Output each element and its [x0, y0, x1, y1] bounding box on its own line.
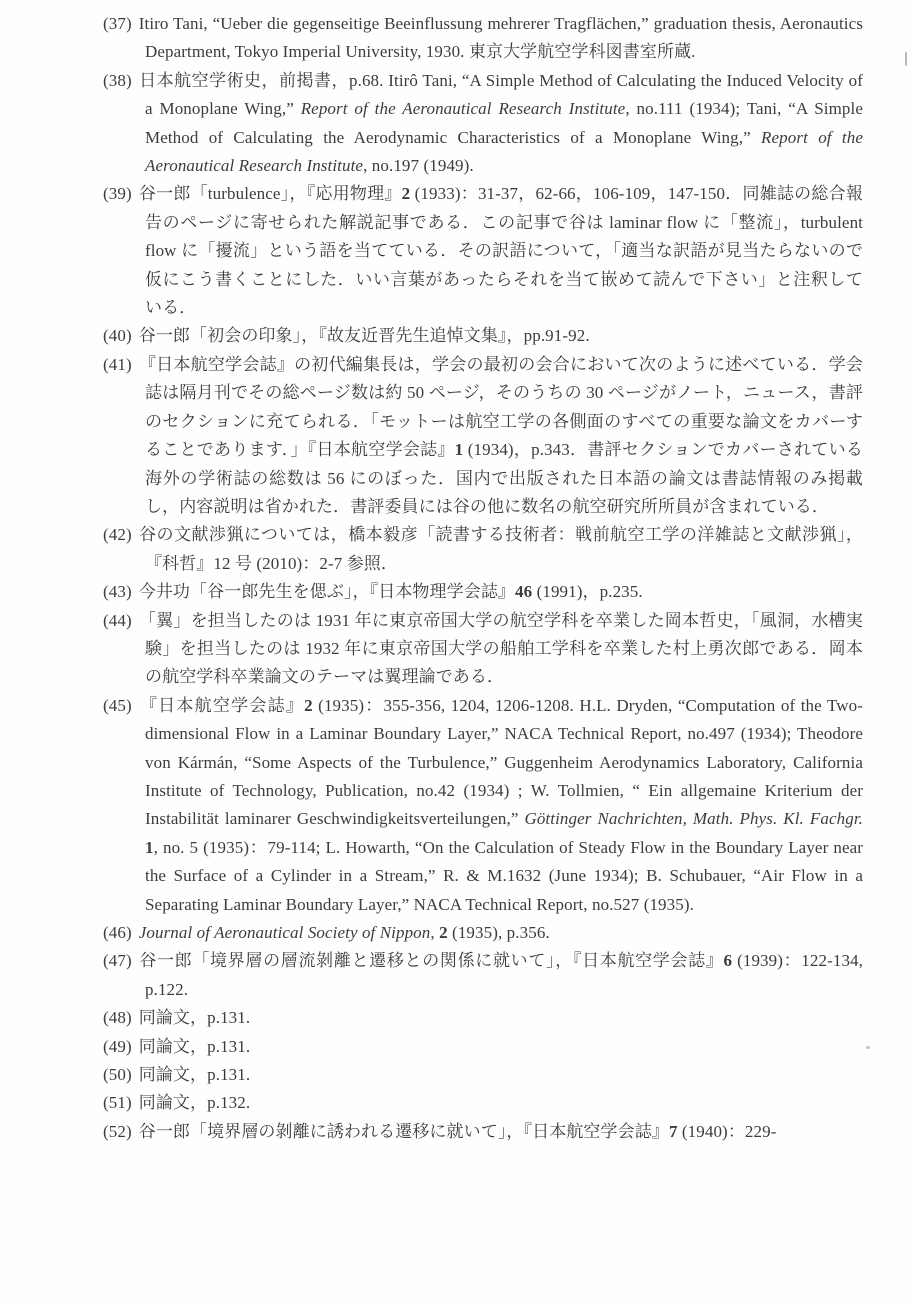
endnote-item: [103, 10, 863, 67]
scan-artifact-tick: [905, 52, 907, 66]
text-segment: Göttinger Nachrichten, Math. Phys. Kl. Fachgr.: [524, 809, 863, 829]
endnote-item: [103, 1061, 863, 1089]
text-segment: (1939)：122-134, p.122.: [145, 951, 863, 999]
endnote-number: (50): [103, 1065, 132, 1085]
endnote-item: [103, 521, 863, 578]
endnote-number: (38): [103, 70, 132, 90]
endnote-text: [139, 582, 643, 601]
text-segment: , no. 5 (1935)：79-114; L. Howarth, “On the Calculation of Steady Flow in the Boundary Layer near the Surface of a Cylinder in a Stream,” R. & M.1632 (June 1934); B. Schubauer, “Air Flow in a Separating Laminar Boundary Layer,” NACA Technical Report, no.527 (1935).: [145, 837, 863, 914]
scanned-page: [103, 10, 863, 1146]
text-segment: 同論文，p.131.: [138, 1008, 251, 1028]
endnote-text: [139, 951, 863, 998]
text-segment: 2: [401, 184, 411, 204]
endnote-number: (43): [103, 582, 132, 602]
endnote-number: (48): [103, 1008, 132, 1028]
text-segment: 日本航空学術史，前掲書，p.68. Itirô Tani, “A Simple Method of Calculating the Induced Velocity of a Monoplane Wing,”: [138, 70, 863, 119]
text-segment: 1: [454, 440, 464, 460]
endnote-text: [139, 184, 863, 317]
text-segment: (1991)，p.235.: [532, 582, 643, 602]
endnote-text: [139, 923, 550, 942]
endnote-item: [103, 67, 863, 181]
text-segment: 46: [515, 582, 533, 602]
text-segment: 同論文，p.132.: [138, 1093, 251, 1113]
text-segment: Itiro Tani, “Ueber die gegenseitige Beeinflussung mehrerer Tragflächen,” graduation thesis, Aeronautics Department, Tokyo Imperial University, 1930. 東京大学航空学科図書室所蔵.: [138, 14, 863, 62]
endnote-text: [139, 355, 863, 516]
endnote-text: [139, 1093, 251, 1112]
endnote-item: [103, 1089, 863, 1117]
endnote-item: [103, 692, 863, 919]
text-segment: 2: [439, 923, 448, 942]
endnote-item: [103, 1004, 863, 1032]
endnote-number: (39): [103, 184, 132, 204]
text-segment: (1934)，p.343．書評セクションでカバーされている海外の学術誌の総数は 56 にのぼった．国内で出版された日本語の論文は書誌情報のみ掲載し，内容説明は省かれた．書評委員には谷の他に数名の航空研究所所員が含まれている．: [145, 440, 863, 516]
endnote-item: [103, 607, 863, 692]
text-segment: ,: [430, 923, 440, 942]
scan-artifact-dot: [866, 1046, 870, 1049]
endnote-item: [103, 180, 863, 322]
endnote-item: [103, 1118, 863, 1146]
text-segment: 同論文，p.131.: [138, 1036, 251, 1056]
endnote-number: (45): [103, 695, 132, 715]
text-segment: 2: [304, 695, 313, 715]
text-segment: Report of the Aeronautical Research Institute: [145, 127, 863, 176]
text-segment: 谷一郎「turbulence」，『応用物理』: [138, 184, 402, 204]
text-segment: Journal of Aeronautical Society of Nippon: [138, 923, 431, 942]
text-segment: 1: [145, 837, 154, 857]
endnote-number: (44): [103, 610, 132, 630]
endnote-item: [103, 351, 863, 521]
text-segment: (1933)：31-37，62-66，106-109，147-150．同雑誌の総合報告のページに寄せられた解説記事である．この記事で谷は laminar flow に「整流」，turbulent flow に「擾流」という語を当てている．その訳語について，「適当な訳語が見当たらないので仮にこう書くことにした．いい言葉があったらそれを当て嵌めて読んで下さい」と注釈している．: [145, 184, 863, 318]
endnote-number: (46): [103, 923, 132, 942]
text-segment: , no.197 (1949).: [363, 156, 474, 176]
endnote-number: (40): [103, 326, 132, 346]
endnote-text: [139, 611, 863, 687]
endnote-text: [139, 1065, 251, 1084]
endnote-text: [139, 525, 863, 572]
endnote-item: [103, 322, 863, 350]
text-segment: 同論文，p.131.: [138, 1065, 251, 1085]
endnote-text: [139, 14, 863, 61]
text-segment: (1935)：355-356, 1204, 1206-1208. H.L. Dryden, “Computation of the Two-dimensional Flow in a Laminar Boundary Layer,” NACA Technical Report, no.497 (1934); Theodore von Kármán, “Some Aspects of the Turbulence,” Guggenheim Aerodynamics Laboratory, California Institute of Technology, Publication, no.42 (1934) ; W. Tollmien, “ Ein allgemaine Kriterium der Instabilität laminarer Geschwindigkeitsverteilungen,”: [145, 695, 863, 829]
text-segment: 『日本航空学会誌』: [138, 695, 305, 715]
endnote-text: [139, 696, 863, 914]
endnote-item: [103, 947, 863, 1004]
endnote-number: (52): [103, 1121, 132, 1141]
endnote-text: [139, 1008, 251, 1027]
endnotes-list: [103, 10, 863, 1146]
text-segment: 今井功「谷一郎先生を偲ぶ」，『日本物理学会誌』: [138, 582, 516, 602]
endnote-item: [103, 1033, 863, 1061]
text-segment: 『日本航空学会誌』の初代編集長は，学会の最初の会合において次のように述べている．学会誌は隔月刊でその総ページ数は約 50 ページ，そのうちの 30 ページがノート，ニュース，書評のセクションに充てられる．「モットーは航空工学の各側面のすべての重要な論文をカバーすることであります．」『日本航空学会誌』: [138, 354, 863, 460]
endnote-text: [139, 71, 863, 175]
endnote-text: [139, 1037, 251, 1056]
endnote-number: (51): [103, 1093, 132, 1113]
text-segment: 谷一郎「境界層の剝離に誘われる遷移に就いて」，『日本航空学会誌』: [138, 1121, 669, 1141]
endnote-text: [139, 326, 590, 345]
text-segment: Report of the Aeronautical Research Institute: [300, 99, 626, 119]
endnote-item: [103, 919, 863, 947]
text-segment: (1940)：229-: [677, 1121, 777, 1141]
text-segment: 谷一郎「境界層の層流剝離と遷移との関係に就いて」，『日本航空学会誌』: [138, 951, 724, 971]
text-segment: (1935), p.356.: [447, 923, 550, 942]
endnote-number: (41): [103, 354, 132, 374]
endnote-number: (42): [103, 525, 132, 545]
text-segment: 「翼」を担当したのは 1931 年に東京帝国大学の航空学科を卒業した岡本哲史，「風洞，水槽実験」を担当したのは 1932 年に東京帝国大学の船舶工学科を卒業した村上勇次郎である．岡本の航空学科卒業論文のテーマは翼理論である．: [138, 610, 863, 687]
endnote-text: [139, 1122, 777, 1141]
text-segment: , no.111 (1934); Tani, “A Simple Method of Calculating the Aerodynamic Characteristics of a Monoplane Wing,”: [145, 99, 863, 147]
endnote-number: (37): [103, 14, 132, 33]
text-segment: 6: [723, 951, 733, 971]
endnote-number: (47): [103, 951, 132, 971]
text-segment: 谷一郎「初会の印象」，『故友近晋先生追悼文集』，pp.91-92.: [138, 326, 590, 346]
text-segment: 7: [668, 1121, 678, 1141]
endnote-number: (49): [103, 1036, 132, 1056]
endnote-item: [103, 578, 863, 606]
text-segment: 谷の文献渉猟については，橋本毅彦「読書する技術者：戦前航空工学の洋雑誌と文献渉猟」，『科哲』12 号 (2010)：2-7 参照．: [138, 525, 863, 573]
